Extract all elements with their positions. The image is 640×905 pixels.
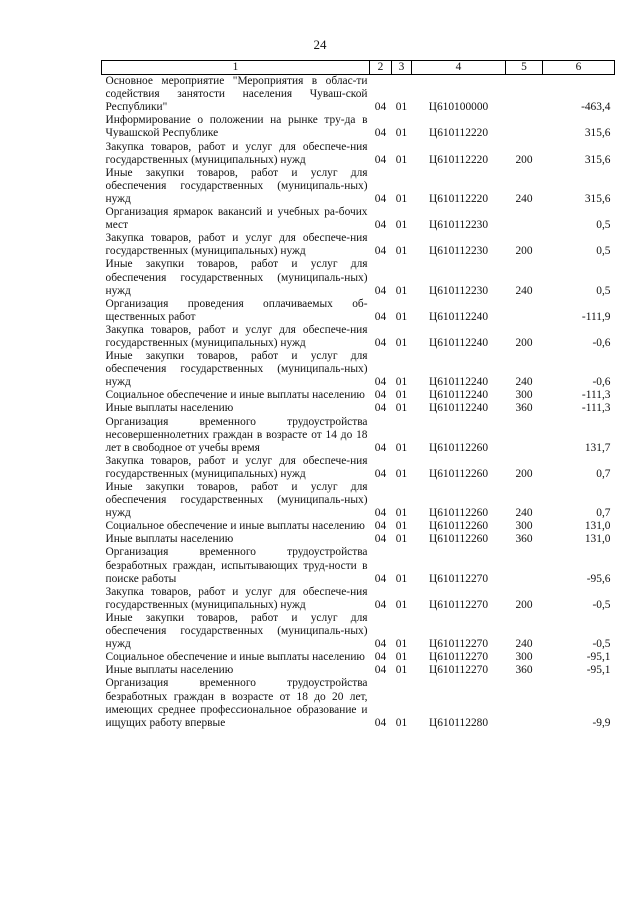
row-target-code: Ц610112260 — [428, 441, 489, 454]
row-subsection: 01 — [395, 310, 408, 323]
row-subsection: 01 — [395, 101, 408, 114]
row-amount: -0,5 — [592, 638, 611, 651]
row-target-code: Ц610112260 — [428, 533, 489, 546]
row-amount: 0,5 — [596, 219, 611, 232]
row-expense-type — [506, 206, 543, 232]
row-subsection: 01 — [395, 638, 408, 651]
row-amount: -111,3 — [581, 389, 611, 402]
row-name: Информирование о положении на рынке тру-да в Чувашской Республике — [105, 114, 368, 140]
row-amount: -111,9 — [581, 310, 611, 323]
row-name: Иные закупки товаров, работ и услуг для обеспечения государственных (муниципаль-ных) нужд — [105, 611, 368, 651]
row-name: Основное мероприятие "Мероприятия в облас-ти содействия занятости населения Чуваш-ской Республики" — [105, 75, 368, 114]
row-target-code: Ц610112230 — [428, 245, 489, 258]
row-subsection: 01 — [395, 245, 408, 258]
row-target-code: Ц610112220 — [428, 153, 489, 166]
row-amount: 0,5 — [596, 284, 611, 297]
row-name: Организация проведения оплачиваемых об-щественных работ — [105, 297, 368, 323]
row-target-code: Ц610112270 — [428, 598, 489, 611]
row-expense-type: 300 — [515, 389, 533, 402]
row-name: Иные закупки товаров, работ и услуг для обеспечения государственных (муниципаль-ных) нужд — [105, 350, 368, 389]
row-subsection: 01 — [395, 336, 408, 349]
row-expense-type: 200 — [515, 153, 533, 166]
row-expense-type: 200 — [515, 245, 533, 258]
table-row — [102, 677, 615, 729]
row-expense-type: 240 — [515, 192, 533, 205]
row-name: Организация ярмарок вакансий и учебных ра-бочих мест — [105, 206, 368, 232]
row-amount: -95,1 — [586, 651, 611, 664]
row-amount: -0,6 — [592, 336, 611, 349]
row-subsection: 01 — [395, 153, 408, 166]
row-expense-type — [506, 416, 543, 455]
row-amount: -95,6 — [586, 572, 611, 585]
column-header-target-code: 4 — [412, 61, 506, 75]
table-row — [102, 651, 615, 664]
row-expense-type: 240 — [515, 638, 533, 651]
table-row — [102, 141, 615, 167]
row-expense-type: 360 — [515, 402, 533, 415]
column-header-name: 1 — [102, 61, 370, 75]
row-name: Закупка товаров, работ и услуг для обеспече-ния государственных (муниципальных) нужд — [105, 140, 368, 166]
row-target-code: Ц610112230 — [428, 219, 489, 232]
row-amount: 315,6 — [584, 192, 611, 205]
table-row — [102, 206, 615, 232]
row-section: 04 — [374, 598, 387, 611]
row-section: 04 — [374, 153, 387, 166]
row-target-code: Ц610112230 — [428, 284, 489, 297]
page-number: 24 — [313, 37, 327, 52]
row-target-code: Ц610112240 — [428, 389, 489, 402]
row-expense-type: 360 — [515, 664, 533, 677]
row-name: Иные выплаты населению — [105, 402, 234, 415]
row-expense-type: 240 — [515, 376, 533, 389]
table-row — [102, 455, 615, 481]
row-amount: -111,3 — [581, 402, 611, 415]
row-target-code: Ц610112240 — [428, 336, 489, 349]
row-target-code: Ц610112240 — [428, 402, 489, 415]
row-amount: 0,5 — [596, 245, 611, 258]
table-row — [102, 167, 615, 206]
row-section: 04 — [374, 389, 387, 402]
row-section: 04 — [374, 664, 387, 677]
row-section: 04 — [374, 310, 387, 323]
row-section: 04 — [374, 520, 387, 533]
row-section: 04 — [374, 219, 387, 232]
row-section: 04 — [374, 441, 387, 454]
row-name: Социальное обеспечение и иные выплаты населению — [105, 520, 365, 533]
row-subsection: 01 — [395, 441, 408, 454]
row-target-code: Ц610112260 — [428, 467, 489, 480]
table-row — [102, 533, 615, 546]
row-name: Закупка товаров, работ и услуг для обеспече-ния государственных (муниципальных) нужд — [105, 585, 368, 611]
row-amount: 131,7 — [584, 441, 611, 454]
row-name: Иные закупки товаров, работ и услуг для обеспечения государственных (муниципаль-ных) нужд — [105, 166, 368, 205]
row-amount: -0,5 — [592, 598, 611, 611]
row-section: 04 — [374, 336, 387, 349]
row-subsection: 01 — [395, 520, 408, 533]
row-section: 04 — [374, 651, 387, 664]
budget-table — [101, 60, 615, 730]
row-target-code: Ц610112220 — [428, 127, 489, 140]
row-target-code: Ц610112280 — [428, 716, 489, 729]
row-subsection: 01 — [395, 219, 408, 232]
row-subsection: 01 — [395, 533, 408, 546]
row-subsection: 01 — [395, 598, 408, 611]
row-section: 04 — [374, 572, 387, 585]
table-row — [102, 75, 615, 115]
row-target-code: Ц610112220 — [428, 192, 489, 205]
row-expense-type: 200 — [515, 336, 533, 349]
row-name: Социальное обеспечение и иные выплаты населению — [105, 651, 365, 664]
row-name: Иные выплаты населению — [105, 533, 234, 546]
row-target-code: Ц610100000 — [428, 101, 489, 114]
table-row — [102, 612, 615, 651]
row-target-code: Ц610112270 — [428, 651, 489, 664]
row-section: 04 — [374, 284, 387, 297]
row-name: Иные закупки товаров, работ и услуг для обеспечения государственных (муниципаль-ных) нужд — [105, 258, 368, 297]
table-row — [102, 350, 615, 389]
row-amount: 315,6 — [584, 127, 611, 140]
row-subsection: 01 — [395, 389, 408, 402]
row-section: 04 — [374, 192, 387, 205]
table-header-row — [102, 61, 615, 75]
row-target-code: Ц610112260 — [428, 520, 489, 533]
row-expense-type — [506, 298, 543, 324]
table-row — [102, 664, 615, 677]
table-row — [102, 586, 615, 612]
row-amount: -463,4 — [581, 101, 611, 114]
table-row — [102, 114, 615, 140]
row-target-code: Ц610112240 — [428, 376, 489, 389]
column-header-section: 2 — [370, 61, 392, 75]
row-expense-type — [506, 546, 543, 585]
table-row — [102, 402, 615, 415]
row-amount: 315,6 — [584, 153, 611, 166]
row-expense-type — [506, 677, 543, 729]
row-expense-type: 240 — [515, 284, 533, 297]
row-section: 04 — [374, 376, 387, 389]
row-section: 04 — [374, 507, 387, 520]
column-header-subsection: 3 — [392, 61, 412, 75]
row-expense-type: 240 — [515, 507, 533, 520]
row-section: 04 — [374, 245, 387, 258]
row-expense-type — [506, 75, 543, 115]
row-amount: -0,6 — [592, 376, 611, 389]
row-subsection: 01 — [395, 376, 408, 389]
row-amount: -95,1 — [586, 664, 611, 677]
table-row — [102, 416, 615, 455]
row-name: Иные закупки товаров, работ и услуг для обеспечения государственных (муниципаль-ных) нужд — [105, 481, 368, 520]
row-target-code: Ц610112270 — [428, 664, 489, 677]
table-row — [102, 232, 615, 258]
row-section: 04 — [374, 533, 387, 546]
row-section: 04 — [374, 638, 387, 651]
table-row — [102, 298, 615, 324]
row-name: Иные выплаты населению — [105, 664, 234, 677]
row-amount: 0,7 — [596, 467, 611, 480]
table-row — [102, 258, 615, 297]
row-subsection: 01 — [395, 664, 408, 677]
row-name: Закупка товаров, работ и услуг для обеспече-ния государственных (муниципальных) нужд — [105, 232, 368, 258]
row-amount: 131,0 — [584, 520, 611, 533]
row-subsection: 01 — [395, 716, 408, 729]
row-target-code: Ц610112240 — [428, 310, 489, 323]
row-section: 04 — [374, 127, 387, 140]
row-section: 04 — [374, 467, 387, 480]
row-subsection: 01 — [395, 651, 408, 664]
row-amount: -9,9 — [592, 716, 611, 729]
row-subsection: 01 — [395, 402, 408, 415]
row-subsection: 01 — [395, 127, 408, 140]
row-name: Организация временного трудоустройства безработных граждан, испытывающих труд-ности в поиске работы — [105, 546, 368, 585]
row-expense-type — [506, 114, 543, 140]
row-name: Закупка товаров, работ и услуг для обеспече-ния государственных (муниципальных) нужд — [105, 454, 368, 480]
row-name: Социальное обеспечение и иные выплаты населению — [105, 389, 365, 402]
column-header-amount: 6 — [543, 61, 615, 75]
row-target-code: Ц610112260 — [428, 507, 489, 520]
row-expense-type: 300 — [515, 520, 533, 533]
row-subsection: 01 — [395, 507, 408, 520]
row-target-code: Ц610112270 — [428, 572, 489, 585]
table-row — [102, 546, 615, 585]
table-row — [102, 389, 615, 402]
row-expense-type: 200 — [515, 598, 533, 611]
row-expense-type: 300 — [515, 651, 533, 664]
row-section: 04 — [374, 402, 387, 415]
column-header-expense-type: 5 — [506, 61, 543, 75]
row-expense-type: 360 — [515, 533, 533, 546]
row-subsection: 01 — [395, 192, 408, 205]
row-name: Организация временного трудоустройства безработных граждан в возрасте от 18 до 20 лет, имеющих среднее профессиональное образование и ищущих работу впервые — [105, 677, 368, 729]
row-section: 04 — [374, 101, 387, 114]
row-subsection: 01 — [395, 467, 408, 480]
row-name: Организация временного трудоустройства несовершеннолетних граждан в возрасте от 14 до 18 лет в свободное от учебы время — [105, 415, 368, 454]
row-target-code: Ц610112270 — [428, 638, 489, 651]
row-name: Закупка товаров, работ и услуг для обеспече-ния государственных (муниципальных) нужд — [105, 323, 368, 349]
row-amount: 131,0 — [584, 533, 611, 546]
table-row — [102, 481, 615, 520]
table-row — [102, 324, 615, 350]
table-row — [102, 520, 615, 533]
row-expense-type: 200 — [515, 467, 533, 480]
row-subsection: 01 — [395, 284, 408, 297]
row-subsection: 01 — [395, 572, 408, 585]
row-section: 04 — [374, 716, 387, 729]
row-amount: 0,7 — [596, 507, 611, 520]
